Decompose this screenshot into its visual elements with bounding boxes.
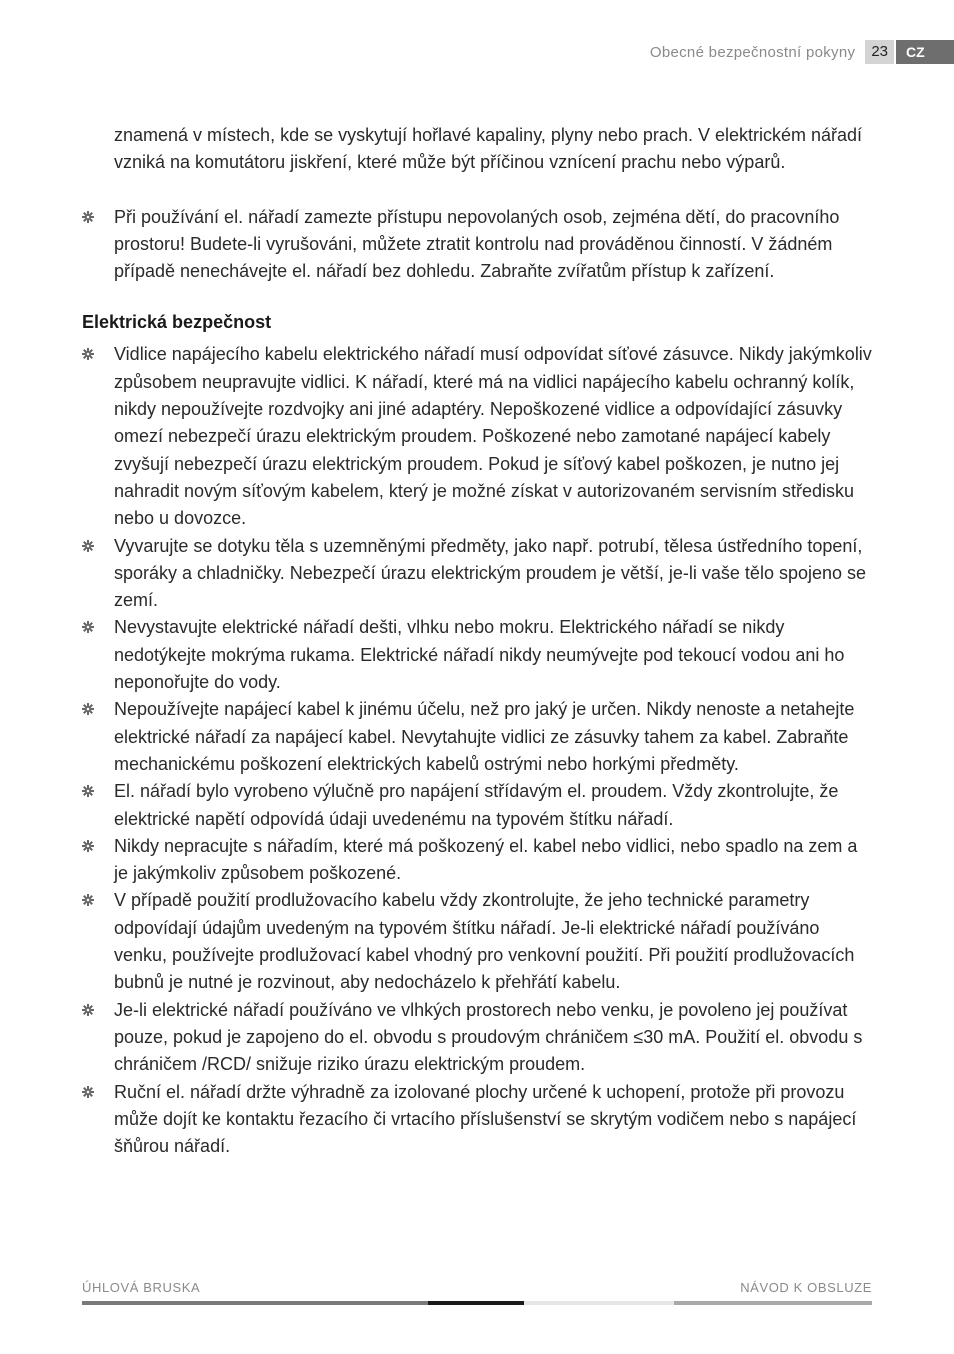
footer-divider-segment xyxy=(524,1301,674,1305)
list-item xyxy=(82,997,872,1079)
footer-divider xyxy=(82,1301,872,1305)
list-item-text: El. nářadí bylo vyrobeno výlučně pro napájení střídavým el. proudem. Vždy zkontrolujte, že elektrické napětí odpovídá údaji uvedenému na typovém štítku nářadí. xyxy=(114,781,839,829)
list-item-text: Ruční el. nářadí držte výhradně za izolované plochy určené k uchopení, protože při provozu může dojít ke kontaktu řezacího či vrtacího příslušenství se skrytým vodičem nebo s napájecí šňůrou nářadí. xyxy=(114,1081,857,1157)
intro-paragraph: znamená v místech, kde se vyskytují hořlavé kapaliny, plyny nebo prach. V elektrickém nářadí vzniká na komutátoru jiskření, které může být příčinou vznícení prachu nebo výparů. xyxy=(114,125,863,173)
bullet-gear-icon xyxy=(82,778,114,833)
section-title: Obecné bezpečnostní pokyny xyxy=(649,43,856,61)
page-number: 23 xyxy=(865,40,894,64)
list-item-text: Vyvarujte se dotyku těla s uzemněnými předměty, jako např. potrubí, tělesa ústředního topení, sporáky a chladničky. Nebezpečí úrazu elektrickým proudem je větší, je-li vaše tělo spojeno se zemí. xyxy=(114,535,867,611)
list-item-text: V případě použití prodlužovacího kabelu vždy zkontrolujte, že jeho technické parametry odpovídají údajům uvedeným na typovém štítku nářadí. Je-li elektrické nářadí používáno venku, používejte prodlužovací kabel vhodný pro venkovní použití. Při použití prodlužovacích bubnů je nutné je rozvinout, aby nedocházelo k přehřátí kabelu. xyxy=(114,890,855,993)
list-item-text: Nepoužívejte napájecí kabel k jinému účelu, než pro jaký je určen. Nikdy nenoste a netahejte elektrické nářadí za napájecí kabel. Nevytahujte vidlici ze zásuvky tahem za kabel. Zabraňte mechanickému poškození elektrických kabelů ostrými nebo horkými předměty. xyxy=(114,699,855,774)
bullet-gear-icon xyxy=(82,887,114,996)
bullet-gear-icon xyxy=(82,204,114,286)
list-item xyxy=(82,833,872,888)
bullet-gear-icon xyxy=(82,696,114,778)
bullet-gear-icon xyxy=(82,997,114,1079)
list-item-text: Nevystavujte elektrické nářadí dešti, vlhku nebo mokru. Elektrického nářadí se nikdy nedotýkejte mokrýma rukama. Elektrické nářadí nikdy neumývejte pod tekoucí vodou ani ho neponořujte do vody. xyxy=(114,617,845,693)
language-badge: CZ xyxy=(896,40,954,64)
list-item xyxy=(82,614,872,696)
list-item-text: Při používání el. nářadí zamezte přístupu nepovolaných osob, zejména dětí, do pracovního prostoru! Budete-li vyrušováni, můžete ztratit kontrolu nad prováděnou činností. V žádném případě nenechávejte el. nářadí bez dohledu. Zabraňte zvířatům přístup k zařízení. xyxy=(114,206,840,282)
page-header xyxy=(650,40,954,64)
footer-product-name: ÚHLOVÁ BRUSKA xyxy=(82,1280,201,1295)
footer-divider-segment xyxy=(428,1301,524,1305)
list-item xyxy=(82,778,872,833)
list-item xyxy=(82,696,872,778)
bullet-gear-icon xyxy=(82,533,114,615)
list-item xyxy=(82,204,872,286)
footer-manual-label: NÁVOD K OBSLUZE xyxy=(740,1280,872,1295)
footer-divider-segment xyxy=(82,1301,428,1305)
list-item xyxy=(82,341,872,532)
list-item xyxy=(82,533,872,615)
list-item-text: Vidlice napájecího kabelu elektrického nářadí musí odpovídat síťové zásuvce. Nikdy jakýmkoliv způsobem neupravujte vidlici. K nářadí, které má na vidlici napájecího kabelu ochranný kolík, nikdy nepoužívejte rozdvojky ani jiné adaptéry. Nepoškozené vidlice a odpovídající zásuvky omezí nebezpečí úrazu elektrickým proudem. Poškozené nebo zamotané napájecí kabely zvyšují nebezpečí úrazu elektrickým proudem. Pokud je síťový kabel poškozen, je nutno jej nahradit novým síťovým kabelem, který je možné získat v autorizovaném servisním středisku nebo u dovozce. xyxy=(114,344,872,529)
bullet-gear-icon xyxy=(82,614,114,696)
page-content xyxy=(82,122,872,1160)
list-item-text: Nikdy nepracujte s nářadím, které má poškozený el. kabel nebo vidlici, nebo spadlo na zem a je jakýmkoliv způsobem poškozené. xyxy=(114,835,858,884)
bullet-gear-icon xyxy=(82,341,114,532)
section-heading: Elektrická bezpečnost xyxy=(82,312,272,333)
bullet-gear-icon xyxy=(82,833,114,888)
list-item-text: Je-li elektrické nářadí používáno ve vlhkých prostorech nebo venku, je povoleno jej používat pouze, pokud je zapojeno do el. obvodu s proudovým chráničem ≤30 mA. Použití el. obvodu s chráničem /RCD/ snižuje riziko úrazu elektrickým proudem. xyxy=(114,999,863,1075)
list-item xyxy=(82,1079,872,1161)
bullet-gear-icon xyxy=(82,1079,114,1161)
list-item xyxy=(82,887,872,996)
footer-divider-segment xyxy=(674,1301,872,1305)
